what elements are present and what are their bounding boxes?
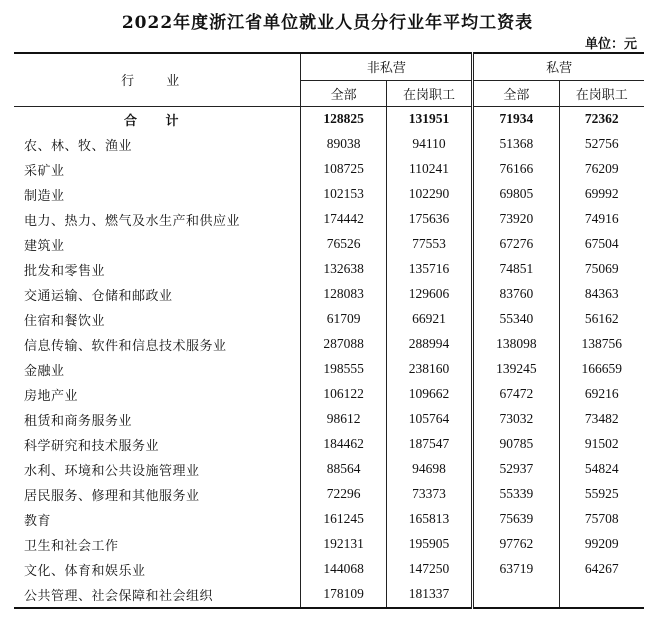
non-private-on-post: 94110: [386, 132, 472, 157]
industry-name: 教育: [24, 513, 52, 529]
header-p-on-post: 在岗职工: [559, 80, 644, 106]
table-row: [14, 382, 644, 407]
private-on-post: 56162: [559, 307, 644, 332]
industry-name: 信息传输、软件和信息技术服务业: [24, 338, 227, 354]
private-all: 67472: [473, 382, 559, 407]
non-private-on-post: 131951: [386, 106, 472, 132]
non-private-on-post: 238160: [386, 357, 472, 382]
private-all: 76166: [473, 157, 559, 182]
table-row: [14, 207, 644, 232]
non-private-all: 88564: [301, 457, 386, 482]
non-private-on-post: 187547: [386, 432, 472, 457]
industry-name: 公共管理、社会保障和社会组织: [14, 582, 301, 608]
non-private-on-post: 102290: [386, 182, 472, 207]
table-row: [14, 182, 644, 207]
private-on-post: 75069: [559, 257, 644, 282]
non-private-on-post: 288994: [386, 332, 472, 357]
private-on-post: 72362: [559, 106, 644, 132]
table-title: 2022年度浙江省单位就业人员分行业年平均工资表: [121, 13, 534, 33]
table-row: [14, 257, 644, 282]
non-private-on-post: 77553: [386, 232, 472, 257]
private-on-post: 52756: [559, 132, 644, 157]
non-private-all: 89038: [301, 132, 386, 157]
header-industry: 行 业: [14, 53, 301, 106]
private-all: 83760: [473, 282, 559, 307]
private-on-post: 84363: [559, 282, 644, 307]
private-on-post: [559, 582, 644, 608]
non-private-on-post: 181337: [386, 582, 472, 608]
non-private-all: 72296: [301, 482, 386, 507]
table-row: [14, 157, 644, 182]
non-private-all: 132638: [301, 257, 386, 282]
industry-name: 制造业: [24, 188, 65, 204]
non-private-on-post: 175636: [386, 207, 472, 232]
non-private-all: 61709: [301, 307, 386, 332]
non-private-all: 128825: [301, 106, 386, 132]
non-private-all: 192131: [301, 532, 386, 557]
header-np-all: 全部: [301, 80, 386, 106]
industry-name: 水利、环境和公共设施管理业: [24, 463, 200, 479]
table-row: [14, 332, 644, 357]
private-on-post: 67504: [559, 232, 644, 257]
table-row: [14, 482, 644, 507]
private-all: 55339: [473, 482, 559, 507]
industry-name: 居民服务、修理和其他服务业: [24, 488, 200, 504]
table-row: [14, 457, 644, 482]
industry-name: 房地产业: [24, 388, 79, 404]
non-private-all: 144068: [301, 557, 386, 582]
non-private-on-post: 73373: [386, 482, 472, 507]
private-on-post: 166659: [559, 357, 644, 382]
industry-name: 采矿业: [24, 163, 65, 179]
non-private-all: 106122: [301, 382, 386, 407]
industry-name: 科学研究和技术服务业: [24, 438, 160, 454]
private-on-post: 99209: [559, 532, 644, 557]
private-on-post: 138756: [559, 332, 644, 357]
table-row: [14, 582, 644, 608]
non-private-all: 198555: [301, 357, 386, 382]
non-private-all: 174442: [301, 207, 386, 232]
private-on-post: 91502: [559, 432, 644, 457]
industry-name: 卫生和社会工作: [24, 538, 119, 554]
private-all: 90785: [473, 432, 559, 457]
industry-name: 金融业: [24, 363, 65, 379]
industry-name: 交通运输、仓储和邮政业: [24, 288, 173, 304]
unit-label: 单位：元: [584, 37, 637, 52]
private-on-post: 74916: [559, 207, 644, 232]
private-all: 97762: [473, 532, 559, 557]
table-row: [14, 357, 644, 382]
industry-name: 电力、热力、燃气及水生产和供应业: [24, 213, 241, 229]
non-private-on-post: 129606: [386, 282, 472, 307]
non-private-on-post: 147250: [386, 557, 472, 582]
non-private-all: 128083: [301, 282, 386, 307]
private-all: 74851: [473, 257, 559, 282]
non-private-on-post: 109662: [386, 382, 472, 407]
header-private: 私营: [473, 53, 644, 80]
non-private-all: 178109: [301, 582, 386, 608]
private-all: 73920: [473, 207, 559, 232]
industry-name: 农、林、牧、渔业: [24, 138, 133, 154]
non-private-on-post: 105764: [386, 407, 472, 432]
private-all: 71934: [473, 106, 559, 132]
private-on-post: 76209: [559, 157, 644, 182]
private-all: 63719: [473, 557, 559, 582]
header-non-private: 非私营: [301, 53, 473, 80]
private-all: 52937: [473, 457, 559, 482]
private-on-post: 69992: [559, 182, 644, 207]
non-private-all: 108725: [301, 157, 386, 182]
private-on-post: 73482: [559, 407, 644, 432]
non-private-on-post: 66921: [386, 307, 472, 332]
non-private-all: 76526: [301, 232, 386, 257]
private-all: 55340: [473, 307, 559, 332]
industry-name: 文化、体育和娱乐业: [24, 563, 146, 579]
non-private-all: 102153: [301, 182, 386, 207]
non-private-all: 161245: [301, 507, 386, 532]
private-all: 67276: [473, 232, 559, 257]
private-all: 51368: [473, 132, 559, 157]
non-private-on-post: 195905: [386, 532, 472, 557]
non-private-all: 287088: [301, 332, 386, 357]
private-on-post: 54824: [559, 457, 644, 482]
table-row: [14, 282, 644, 307]
table-row: [14, 132, 644, 157]
table-row: [14, 432, 644, 457]
private-on-post: 69216: [559, 382, 644, 407]
header-p-all: 全部: [473, 80, 559, 106]
private-all: 139245: [473, 357, 559, 382]
table-row: [14, 307, 644, 332]
table-body: [14, 106, 644, 608]
private-all: 138098: [473, 332, 559, 357]
table-row: [14, 532, 644, 557]
table-row: [14, 557, 644, 582]
table-row: [14, 507, 644, 532]
non-private-on-post: 135716: [386, 257, 472, 282]
industry-name: 建筑业: [24, 238, 65, 254]
private-on-post: 55925: [559, 482, 644, 507]
header-np-on-post: 在岗职工: [386, 80, 472, 106]
private-on-post: 64267: [559, 557, 644, 582]
private-all: 73032: [473, 407, 559, 432]
private-all: [473, 582, 559, 608]
private-all: 69805: [473, 182, 559, 207]
table-row: [14, 407, 644, 432]
total-row: [14, 106, 644, 132]
non-private-on-post: 110241: [386, 157, 472, 182]
private-on-post: 75708: [559, 507, 644, 532]
non-private-all: 184462: [301, 432, 386, 457]
industry-name: 住宿和餐饮业: [24, 313, 106, 329]
wage-table: [14, 52, 644, 609]
non-private-on-post: 165813: [386, 507, 472, 532]
non-private-on-post: 94698: [386, 457, 472, 482]
private-all: 75639: [473, 507, 559, 532]
table-row: [14, 232, 644, 257]
industry-name: 租赁和商务服务业: [24, 413, 133, 429]
industry-name: 合 计: [123, 113, 191, 129]
industry-name: 批发和零售业: [24, 263, 106, 279]
non-private-all: 98612: [301, 407, 386, 432]
